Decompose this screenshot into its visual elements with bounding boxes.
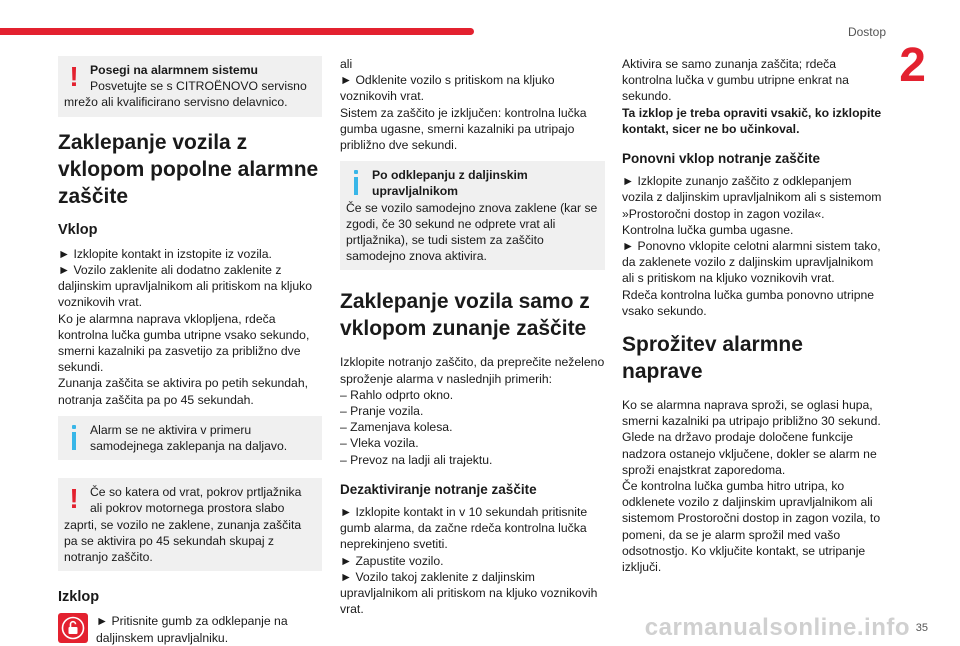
paragraph-bold: Ta izklop je treba opraviti vsakič, ko izklopite kontakt, sicer ne bo učinkoval. [622, 105, 882, 136]
warning-text: Posvetujte se s CITROËNOVO servisno mrežo ali kvalificirano servisno delavnico. [64, 79, 307, 110]
info-box [58, 416, 322, 460]
warning-box [58, 478, 322, 571]
paragraph: Izklopite notranjo zaščito, da preprečite neželeno sproženje alarma v naslednjih primerih: [340, 355, 605, 386]
paragraph: Ko je alarmna naprava vklopljena, rdeča kontrolna lučka gumba utripne vsako sekundo, smerni kazalniki pa zasvetijo za približno dve sekundi. [58, 311, 310, 375]
info-title: Po odklepanju z daljinskim upravljalnikom [372, 168, 528, 199]
exclamation-icon: ! [69, 483, 79, 515]
paragraph: Aktivira se samo zunanja zaščita; rdeča kontrolna lučka v gumbu utripne enkrat na sekundo. [622, 57, 849, 104]
paragraph: Rdeča kontrolna lučka gumba ponovno utripne vsako sekundo. [622, 287, 875, 318]
list-item: – Vleka vozila. [340, 436, 419, 451]
paragraph: ► Vozilo takoj zaklenite z daljinskim upravljalnikom ali pritiskom na kljuko voznikovih vrat. [340, 569, 598, 617]
section-title: Dostop [847, 25, 886, 39]
unlock-button-icon [58, 613, 88, 643]
warning-box [58, 56, 322, 117]
paragraph: ► Izklopite zunanjo zaščito z odklepanjem vozila z daljinskim upravljalnikom ali s sistemom »Prostoročni dostop in zagon vozila«. [622, 174, 882, 221]
page-number: 35 [915, 622, 928, 634]
list-item: – Rahlo odprto okno. [340, 387, 454, 402]
paragraph: Sistem za zaščito je izključen: kontrolna lučka gumba ugasne, smerni kazalniki pa utripajo približno dve sekundi. [340, 105, 587, 153]
column-1 [58, 56, 322, 646]
watermark: carmanualsonline.info [644, 614, 910, 641]
heading-deactivate: Dezaktiviranje notranje zaščite [340, 481, 537, 497]
paragraph: ► Izklopite kontakt in izstopite iz vozila. [58, 246, 272, 261]
info-text: Alarm se ne aktivira v primeru samodejnega zaklepanja na daljavo. [90, 422, 288, 454]
paragraph: Zunanja zaščita se aktivira po petih sekundah, notranja zaščita pa po 45 sekundah. [58, 376, 308, 407]
paragraph: Kontrolna lučka gumba ugasne. [622, 222, 794, 237]
exclamation-icon: ! [69, 61, 79, 92]
heading-reenable: Ponovni vklop notranje zaščite [622, 151, 821, 167]
izklop-step [58, 613, 322, 645]
paragraph: ali [340, 57, 353, 71]
paragraph: Če kontrolna lučka gumba hitro utripa, ko odklenete vozilo z daljinskim upravljalnikom ali sistemom Prostoročni dostop in zagon vozila, to pomeni, da se je alarm sprožil med vašo odsotnostjo. Ko vključite kontakt, se utripanje izključi. [622, 479, 881, 575]
chapter-number: 2 [899, 39, 926, 92]
paragraph: ► Vozilo zaklenite ali dodatno zaklenite z daljinskim upravljalnikom ali pritiskom na kljuko voznikovih vrat. [58, 263, 312, 310]
paragraph: ► Izklopite kontakt in v 10 sekundah pritisnite gumb alarma, da začne rdeča kontrolna lučka neprekinjeno svetiti. [340, 505, 588, 552]
heading-vklop: Vklop [58, 221, 98, 238]
heading-external-only: Zaklepanje vozila samo z vklopom zunanje zaščite [340, 290, 590, 341]
paragraph: ► Pritisnite gumb za odklepanje na daljinskem upravljalniku. [96, 614, 288, 645]
paragraph: Ko se alarmna naprava sproži, se oglasi hupa, smerni kazalniki pa utripajo približno 30 sekund. [622, 398, 881, 429]
paragraph: Glede na državo prodaje določene funkcije nadzora ostanejo vključene, dokler se alarm ne sproži enajstkrat zaporedoma. [622, 430, 877, 477]
header-accent-bar [0, 28, 474, 35]
list-item: – Pranje vozila. [340, 404, 424, 419]
column-2 [340, 56, 605, 617]
list-item: – Prevoz na ladji ali trajektu. [340, 452, 493, 467]
heading-izklop: Izklop [58, 589, 100, 606]
column-3 [622, 56, 886, 575]
info-text: Če se vozilo samodejno znova zaklene (kar se zgodi, če 30 sekund ne odprete vrat ali prtljažnika), se tudi sistem za zaščito samodejno znova aktivira. [346, 200, 598, 264]
heading-full-alarm: Zaklepanje vozila z vklopom popolne alarmne zaščite [58, 130, 319, 208]
list-item: – Zamenjava kolesa. [340, 420, 453, 435]
warning-text: Če so katera od vrat, pokrov prtljažnika ali pokrov motornega prostora slabo zaprti, se vozilo ne zaklene, zunanja zaščita pa se aktivira po 45 sekundah skupaj z notranjo zaščito. [64, 485, 302, 565]
paragraph: ► Odklenite vozilo s pritiskom na kljuko voznikovih vrat. [340, 73, 555, 104]
paragraph: ► Ponovno vklopite celotni alarmni sistem tako, da zaklenete vozilo z daljinskim upravljalnikom ali s pritiskom na kljuko voznikovih vrat. [622, 239, 881, 286]
warning-title: Posegi na alarmnem sistemu [90, 63, 258, 77]
paragraph: ► Zapustite vozilo. [340, 553, 444, 568]
info-icon [346, 167, 366, 197]
heading-alarm-trigger: Sprožitev alarmne naprave [622, 333, 803, 384]
info-box [340, 161, 605, 270]
info-icon [64, 422, 84, 452]
